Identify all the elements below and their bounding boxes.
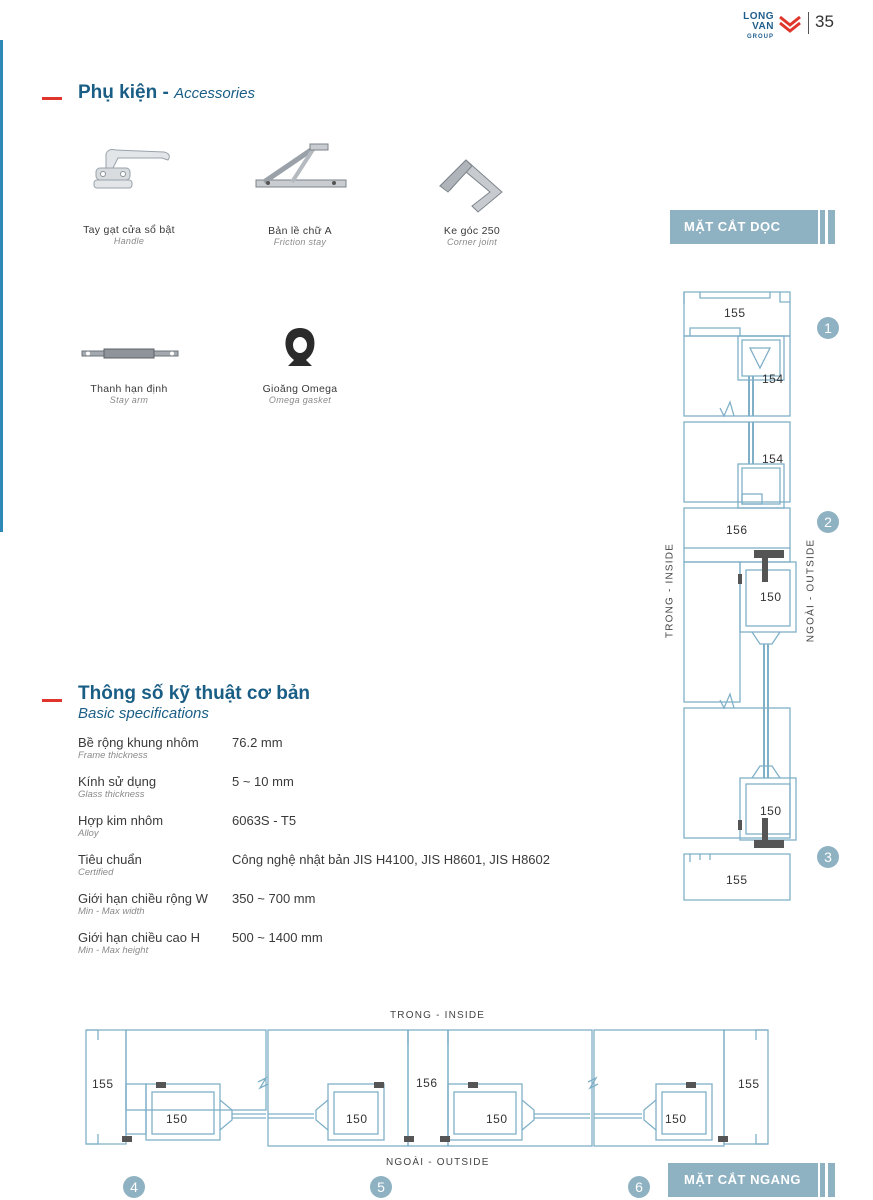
- dimension-label: 150: [760, 590, 782, 604]
- banner-stripe: [828, 1163, 835, 1197]
- dimension-label: 150: [760, 804, 782, 818]
- spec-value: 350 ~ 700 mm: [232, 891, 316, 906]
- spec-value: 6063S - T5: [232, 813, 297, 828]
- specs-title-en: Basic specifications: [78, 705, 209, 722]
- page-number: 35: [815, 12, 834, 31]
- logo-line1: LONG VAN: [743, 11, 774, 32]
- section-marker: 5: [370, 1176, 392, 1198]
- vertical-section-banner: MẶT CẮT DỌC: [670, 210, 818, 244]
- friction-stay-image: [254, 142, 348, 196]
- spec-sublabel: Alloy: [78, 828, 99, 839]
- section-marker: 4: [123, 1176, 145, 1198]
- section-dash: [42, 97, 62, 100]
- omega-gasket-image: [282, 326, 318, 370]
- spec-label: Giới hạn chiều rộng W: [78, 891, 208, 906]
- spec-label: Hợp kim nhôm: [78, 813, 164, 828]
- spec-row: [78, 852, 598, 891]
- logo-line2: GROUP: [746, 34, 774, 40]
- company-logo-text: [722, 12, 774, 42]
- left-accent-bar: [0, 40, 3, 532]
- accessory-name-vn: Gioăng Omega: [262, 383, 338, 395]
- spec-sublabel: Min - Max width: [78, 906, 145, 917]
- accessory-name-vn: Ke góc 250: [443, 225, 501, 237]
- banner-stripe: [820, 1163, 825, 1197]
- spec-value: 76.2 mm: [232, 735, 283, 750]
- inside-label: TRONG - INSIDE: [390, 1010, 486, 1021]
- spec-label: Bề rộng khung nhôm: [78, 735, 199, 750]
- dimension-label: 155: [726, 873, 748, 887]
- accessory-name-en: Omega gasket: [268, 395, 332, 405]
- dimension-label: 150: [346, 1112, 368, 1126]
- dimension-label: 155: [724, 306, 746, 320]
- corner-joint-image: [432, 156, 508, 214]
- accessory-item: [59, 224, 199, 246]
- dimension-label: 154: [762, 372, 784, 386]
- dimension-label: 156: [416, 1076, 438, 1090]
- handle-image: [86, 146, 176, 196]
- spec-sublabel: Glass thickness: [78, 789, 145, 800]
- accessories-title-en: Accessories: [174, 85, 255, 102]
- spec-row: [78, 813, 598, 852]
- section-dash: [42, 699, 62, 702]
- spec-row: [78, 735, 598, 774]
- accessory-item: [230, 225, 370, 247]
- spec-sublabel: Frame thickness: [78, 750, 148, 761]
- section-marker: 6: [628, 1176, 650, 1198]
- specs-title-vn: Thông số kỹ thuật cơ bản: [78, 683, 311, 704]
- page-number-divider: [808, 12, 809, 34]
- accessory-name-vn: Thanh hạn định: [90, 383, 168, 395]
- section-marker: 2: [817, 511, 839, 533]
- accessory-name-en: Corner joint: [446, 237, 498, 247]
- accessory-item: [59, 383, 199, 405]
- spec-sublabel: Certified: [78, 867, 114, 878]
- spec-row: [78, 774, 598, 813]
- dimension-label: 154: [762, 452, 784, 466]
- dimension-label: 150: [166, 1112, 188, 1126]
- accessory-name-vn: Bản lề chữ A: [268, 225, 332, 237]
- inside-label: TRONG - INSIDE: [664, 542, 676, 639]
- dimension-label: 150: [486, 1112, 508, 1126]
- specs-table: [78, 735, 598, 969]
- outside-label: NGOÀI - OUTSIDE: [386, 1157, 490, 1168]
- banner-stripe: [820, 210, 825, 244]
- spec-value: Công nghệ nhật bản JIS H4100, JIS H8601, JIS H8602: [232, 852, 550, 867]
- accessory-name-vn: Tay gạt cửa sổ bật: [83, 224, 175, 236]
- logo-icon: [777, 11, 803, 35]
- outside-label: NGOÀI - OUTSIDE: [805, 538, 817, 643]
- horizontal-section-banner: MẶT CẮT NGANG: [668, 1163, 818, 1197]
- dimension-label: 155: [738, 1077, 760, 1091]
- accessory-item: [402, 225, 542, 247]
- spec-label: Giới hạn chiều cao H: [78, 930, 200, 945]
- dimension-label: 150: [665, 1112, 687, 1126]
- accessories-title-vn: Phụ kiện -: [78, 82, 169, 103]
- stay-arm-image: [80, 344, 180, 364]
- dimension-label: 155: [92, 1077, 114, 1091]
- accessory-name-en: Stay arm: [109, 395, 149, 405]
- accessory-item: [230, 383, 370, 405]
- accessory-name-en: Handle: [113, 236, 145, 246]
- spec-row: [78, 891, 598, 930]
- spec-value: 5 ~ 10 mm: [232, 774, 294, 789]
- spec-sublabel: Min - Max height: [78, 945, 149, 956]
- spec-label: Tiêu chuẩn: [78, 852, 142, 867]
- spec-label: Kính sử dụng: [78, 774, 157, 789]
- spec-row: [78, 930, 598, 969]
- spec-value: 500 ~ 1400 mm: [232, 930, 323, 945]
- accessories-heading: [78, 82, 255, 104]
- dimension-label: 156: [726, 523, 748, 537]
- section-marker: 3: [817, 846, 839, 868]
- section-marker: 1: [817, 317, 839, 339]
- accessory-name-en: Friction stay: [273, 237, 327, 247]
- banner-stripe: [828, 210, 835, 244]
